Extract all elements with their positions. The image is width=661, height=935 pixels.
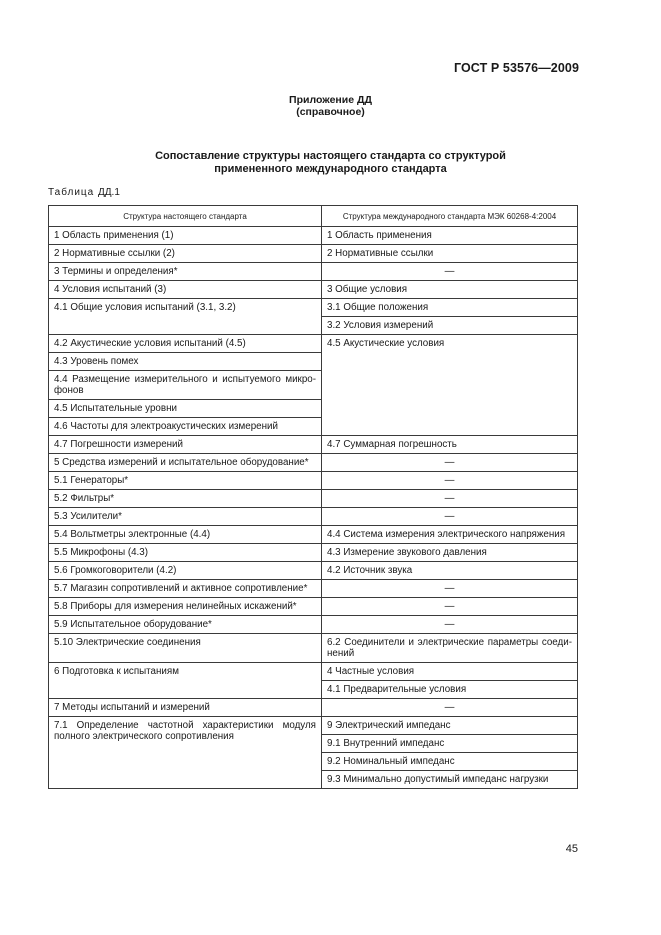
table-row (49, 490, 578, 508)
table-row (49, 598, 578, 616)
table-row (49, 544, 578, 562)
cell-national: 7.1 Определение частотной характеристики модуля полного электрического сопротивления (49, 717, 322, 789)
heading-line-1: Сопоставление структуры настоящего стандарта со структурой (155, 150, 506, 162)
cell-national: 5.9 Испытательное оборудование* (49, 616, 322, 634)
cell-national: 4 Условия испытаний (3) (49, 281, 322, 299)
cell-international: — (322, 454, 578, 472)
cell-international: 4.2 Источник звука (322, 562, 578, 580)
column-header-international: Структура международного стандарта МЭК 60268-4:2004 (322, 206, 578, 227)
cell-national: 5.8 Приборы для измерения нелинейных искажений* (49, 598, 322, 616)
table-row (49, 454, 578, 472)
appendix-block (0, 94, 661, 118)
table-row (49, 663, 578, 681)
table-row (49, 299, 578, 317)
cell-international: 4 Частные условия (322, 663, 578, 681)
cell-international: — (322, 699, 578, 717)
cell-national: 5.1 Генераторы* (49, 472, 322, 490)
cell-international: 9 Электрический импеданс (322, 717, 578, 735)
table-row (49, 335, 578, 353)
cell-international: 4.7 Суммарная погрешность (322, 436, 578, 454)
cell-national: 5.2 Фильтры* (49, 490, 322, 508)
cell-national: 5.6 Громкоговорители (4.2) (49, 562, 322, 580)
table-header-row (49, 206, 578, 227)
cell-national: 6 Подготовка к испытаниям (49, 663, 322, 699)
cell-international: — (322, 598, 578, 616)
cell-international: — (322, 508, 578, 526)
cell-international: 6.2 Соединители и электрические параметры соеди-нений (322, 634, 578, 663)
heading-line-2: примененного международного стандарта (214, 163, 447, 175)
table-row (49, 634, 578, 663)
cell-international: 4.1 Предварительные условия (322, 681, 578, 699)
cell-international: 9.2 Номинальный импеданс (322, 753, 578, 771)
cell-international: — (322, 490, 578, 508)
table-caption (48, 187, 120, 198)
cell-national: 2 Нормативные ссылки (2) (49, 245, 322, 263)
table-row (49, 717, 578, 735)
standard-number: ГОСТ Р 53576—2009 (453, 61, 579, 75)
appendix-subtitle: (справочное) (296, 106, 365, 118)
cell-international: 1 Область применения (322, 227, 578, 245)
table-row (49, 436, 578, 454)
cell-international: 3.2 Условия измерений (322, 317, 578, 335)
cell-national: 1 Область применения (1) (49, 227, 322, 245)
cell-national: 5.4 Вольтметры электронные (4.4) (49, 526, 322, 544)
cell-national: 5.3 Усилители* (49, 508, 322, 526)
cell-national: 4.6 Частоты для электроакустических измерений (49, 418, 322, 436)
cell-international: 2 Нормативные ссылки (322, 245, 578, 263)
cell-international: — (322, 616, 578, 634)
cell-international: 4.4 Система измерения электрического напряжения (322, 526, 578, 544)
cell-national: 5.10 Электрические соединения (49, 634, 322, 663)
cell-international: 9.3 Минимально допустимый импеданс нагрузки (322, 771, 578, 789)
cell-national: 4.5 Испытательные уровни (49, 400, 322, 418)
cell-international: 9.1 Внутренний импеданс (322, 735, 578, 753)
table-row (49, 281, 578, 299)
table-row (49, 263, 578, 281)
table-row (49, 472, 578, 490)
caption-word: Таблица (48, 187, 95, 198)
appendix-title: Приложение ДД (289, 94, 372, 106)
cell-international: — (322, 580, 578, 598)
cell-national: 4.1 Общие условия испытаний (3.1, 3.2) (49, 299, 322, 335)
cell-national: 4.4 Размещение измерительного и испытуемого микро-фонов (49, 371, 322, 400)
caption-number: ДД.1 (98, 187, 120, 198)
cell-national: 4.7 Погрешности измерений (49, 436, 322, 454)
comparison-table (48, 205, 578, 789)
cell-national: 5.5 Микрофоны (4.3) (49, 544, 322, 562)
column-header-national: Структура настоящего стандарта (49, 206, 322, 227)
cell-international: 3 Общие условия (322, 281, 578, 299)
cell-international: 4.3 Измерение звукового давления (322, 544, 578, 562)
page-number: 45 (565, 843, 578, 855)
cell-national: 4.2 Акустические условия испытаний (4.5) (49, 335, 322, 353)
cell-national: 3 Термины и определения* (49, 263, 322, 281)
cell-international: 4.5 Акустические условия (322, 335, 578, 436)
table-row (49, 699, 578, 717)
table-row (49, 580, 578, 598)
table-row (49, 562, 578, 580)
table-row (49, 616, 578, 634)
cell-national: 5.7 Магазин сопротивлений и активное сопротивление* (49, 580, 322, 598)
cell-international: — (322, 472, 578, 490)
cell-international: — (322, 263, 578, 281)
table-row (49, 245, 578, 263)
table-heading (0, 150, 661, 176)
cell-national: 5 Средства измерений и испытательное оборудование* (49, 454, 322, 472)
cell-national: 4.3 Уровень помех (49, 353, 322, 371)
cell-national: 7 Методы испытаний и измерений (49, 699, 322, 717)
table-row (49, 526, 578, 544)
cell-international: 3.1 Общие положения (322, 299, 578, 317)
table-row (49, 508, 578, 526)
table-row (49, 227, 578, 245)
